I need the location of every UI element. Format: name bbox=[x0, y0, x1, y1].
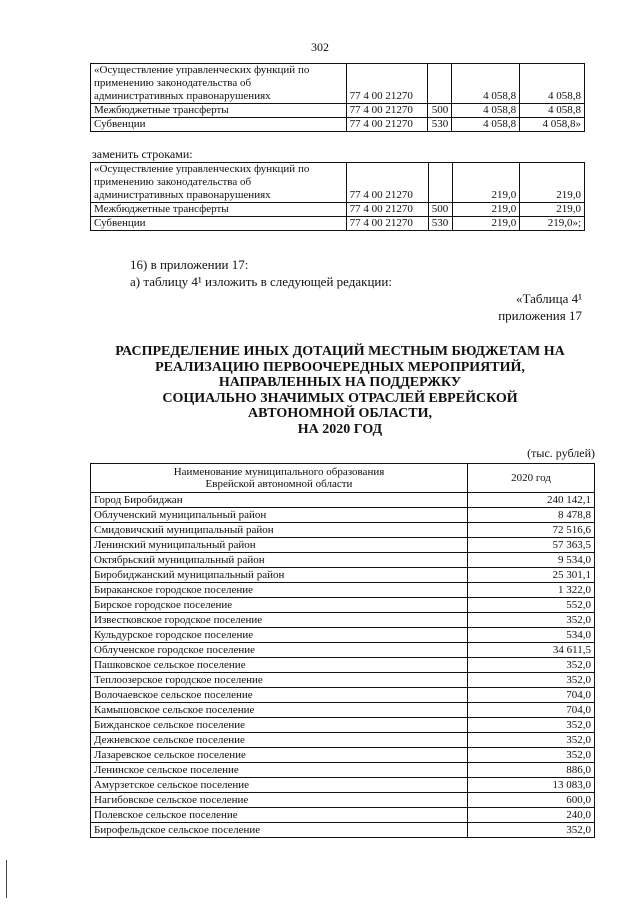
table-row bbox=[91, 628, 595, 643]
row-value: 57 363,5 bbox=[468, 538, 595, 553]
row-name: Биробиджанский муниципальный район bbox=[91, 568, 468, 583]
table-row bbox=[91, 598, 595, 613]
table-row bbox=[91, 203, 585, 217]
header-year: 2020 год bbox=[468, 464, 595, 493]
table-row bbox=[91, 688, 595, 703]
row-value: 240,0 bbox=[468, 808, 595, 823]
heading-line: НА 2020 ГОД bbox=[297, 421, 383, 437]
table-row bbox=[91, 104, 585, 118]
heading-line: РАСПРЕДЕЛЕНИЕ ИНЫХ ДОТАЦИЙ МЕСТНЫМ БЮДЖЕТАМ НА bbox=[115, 344, 565, 359]
table-row bbox=[91, 538, 595, 553]
header-name-line: Еврейской автономной области bbox=[205, 478, 353, 490]
row-name-line: «Осуществление управленческих функций по bbox=[94, 64, 310, 76]
row-value-2: 4 058,8 bbox=[520, 64, 585, 104]
appendix-reference: приложения 17 bbox=[498, 308, 582, 323]
row-value: 352,0 bbox=[468, 673, 595, 688]
row-value: 240 142,1 bbox=[468, 493, 595, 508]
table-row bbox=[91, 673, 595, 688]
table-row bbox=[91, 613, 595, 628]
row-value: 704,0 bbox=[468, 703, 595, 718]
row-value: 9 534,0 bbox=[468, 553, 595, 568]
row-value: 34 611,5 bbox=[468, 643, 595, 658]
new-rows-table bbox=[90, 162, 585, 231]
row-value-1: 4 058,8 bbox=[452, 64, 520, 104]
table-row bbox=[91, 793, 595, 808]
row-code: 77 4 00 21270 bbox=[346, 163, 428, 203]
row-value-1: 219,0 bbox=[452, 163, 520, 203]
row-name: Ленинский муниципальный район bbox=[91, 538, 468, 553]
row-value: 352,0 bbox=[468, 733, 595, 748]
row-value: 352,0 bbox=[468, 658, 595, 673]
table-row bbox=[91, 823, 595, 838]
row-name: Камышовское сельское поселение bbox=[91, 703, 468, 718]
row-value: 13 083,0 bbox=[468, 778, 595, 793]
row-value: 352,0 bbox=[468, 748, 595, 763]
row-value-1: 219,0 bbox=[452, 203, 520, 217]
row-name: Нагибовское сельское поселение bbox=[91, 793, 468, 808]
row-name: Теплоозерское городское поселение bbox=[91, 673, 468, 688]
table-row bbox=[91, 748, 595, 763]
heading-line: РЕАЛИЗАЦИЮ ПЕРВООЧЕРЕДНЫХ МЕРОПРИЯТИЙ, bbox=[155, 359, 525, 375]
row-name: Субвенции bbox=[91, 118, 347, 132]
row-name-line: административных правонарушениях bbox=[94, 189, 271, 201]
row-name: Облученское городское поселение bbox=[91, 643, 468, 658]
row-name: Пашковское сельское поселение bbox=[91, 658, 468, 673]
row-name: Кульдурское городское поселение bbox=[91, 628, 468, 643]
row-name: Смидовичский муниципальный район bbox=[91, 523, 468, 538]
row-value: 25 301,1 bbox=[468, 568, 595, 583]
distribution-table bbox=[90, 463, 595, 838]
row-name: Город Биробиджан bbox=[91, 493, 468, 508]
row-vr: 500 bbox=[428, 104, 452, 118]
table-row bbox=[91, 493, 595, 508]
row-name: Межбюджетные трансферты bbox=[91, 104, 347, 118]
row-value: 1 322,0 bbox=[468, 583, 595, 598]
row-value-2: 4 058,8» bbox=[520, 118, 585, 132]
row-name: Субвенции bbox=[91, 217, 347, 231]
heading-line: АВТОНОМНОЙ ОБЛАСТИ, bbox=[248, 406, 432, 421]
document-heading bbox=[90, 344, 590, 437]
row-value: 352,0 bbox=[468, 823, 595, 838]
row-value-2: 219,0»; bbox=[520, 217, 585, 231]
table-row bbox=[91, 583, 595, 598]
table-row bbox=[91, 163, 585, 203]
table-row bbox=[91, 718, 595, 733]
table-row bbox=[91, 733, 595, 748]
row-value-2: 219,0 bbox=[520, 203, 585, 217]
row-name: Межбюджетные трансферты bbox=[91, 203, 347, 217]
row-value: 72 516,6 bbox=[468, 523, 595, 538]
header-name bbox=[91, 464, 468, 493]
row-name-line: применению законодательства об bbox=[94, 176, 252, 188]
row-name-line: применению законодательства об bbox=[94, 77, 252, 89]
table-row bbox=[91, 217, 585, 231]
row-vr bbox=[428, 64, 452, 104]
row-name: Полевское сельское поселение bbox=[91, 808, 468, 823]
row-value-1: 4 058,8 bbox=[452, 104, 520, 118]
header-name-line: Наименование муниципального образования bbox=[173, 466, 385, 478]
row-code: 77 4 00 21270 bbox=[346, 217, 428, 231]
row-value: 534,0 bbox=[468, 628, 595, 643]
old-rows-table bbox=[90, 63, 585, 132]
row-name: Облученский муниципальный район bbox=[91, 508, 468, 523]
row-value: 8 478,8 bbox=[468, 508, 595, 523]
table-row bbox=[91, 778, 595, 793]
row-value: 352,0 bbox=[468, 613, 595, 628]
margin-mark bbox=[6, 860, 7, 898]
table-row bbox=[91, 508, 595, 523]
table-row bbox=[91, 643, 595, 658]
table-header-row bbox=[91, 464, 595, 493]
row-name: Октябрьский муниципальный район bbox=[91, 553, 468, 568]
row-value-2: 219,0 bbox=[520, 163, 585, 203]
row-vr: 500 bbox=[428, 203, 452, 217]
heading-line: НАПРАВЛЕННЫХ НА ПОДДЕРЖКУ bbox=[218, 375, 462, 390]
paragraph-a: а) таблицу 4¹ изложить в следующей редакции: bbox=[130, 274, 392, 289]
row-name bbox=[91, 64, 347, 104]
row-value: 352,0 bbox=[468, 718, 595, 733]
table-row bbox=[91, 118, 585, 132]
row-vr: 530 bbox=[428, 217, 452, 231]
row-value-1: 4 058,8 bbox=[452, 118, 520, 132]
row-name: Бираканское городское поселение bbox=[91, 583, 468, 598]
table-row bbox=[91, 808, 595, 823]
table-row bbox=[91, 658, 595, 673]
table-row bbox=[91, 553, 595, 568]
row-code: 77 4 00 21270 bbox=[346, 118, 428, 132]
replace-label: заменить строками: bbox=[92, 147, 193, 161]
row-code: 77 4 00 21270 bbox=[346, 104, 428, 118]
table-row bbox=[91, 523, 595, 538]
row-vr: 530 bbox=[428, 118, 452, 132]
heading-line: СОЦИАЛЬНО ЗНАЧИМЫХ ОТРАСЛЕЙ ЕВРЕЙСКОЙ bbox=[162, 390, 518, 406]
row-value: 552,0 bbox=[468, 598, 595, 613]
table-row bbox=[91, 763, 595, 778]
row-name: Бирское городское поселение bbox=[91, 598, 468, 613]
row-value: 600,0 bbox=[468, 793, 595, 808]
row-value: 704,0 bbox=[468, 688, 595, 703]
table-row bbox=[91, 568, 595, 583]
paragraph-16: 16) в приложении 17: bbox=[130, 257, 249, 272]
row-name: Бижданское сельское поселение bbox=[91, 718, 468, 733]
row-value: 886,0 bbox=[468, 763, 595, 778]
table-row bbox=[91, 703, 595, 718]
row-value-1: 219,0 bbox=[452, 217, 520, 231]
row-value-2: 4 058,8 bbox=[520, 104, 585, 118]
row-name: Лазаревское сельское поселение bbox=[91, 748, 468, 763]
row-name-line: административных правонарушениях bbox=[94, 90, 271, 102]
row-vr bbox=[428, 163, 452, 203]
row-name: Волочаевское сельское поселение bbox=[91, 688, 468, 703]
units-label: (тыс. рублей) bbox=[527, 446, 595, 460]
row-code: 77 4 00 21270 bbox=[346, 64, 428, 104]
table-row bbox=[91, 64, 585, 104]
row-code: 77 4 00 21270 bbox=[346, 203, 428, 217]
row-name: Известковское городское поселение bbox=[91, 613, 468, 628]
row-name bbox=[91, 163, 347, 203]
table-reference: «Таблица 4¹ bbox=[516, 291, 582, 306]
row-name: Бирофельдское сельское поселение bbox=[91, 823, 468, 838]
row-name-line: «Осуществление управленческих функций по bbox=[94, 163, 310, 175]
row-name: Ленинское сельское поселение bbox=[91, 763, 468, 778]
row-name: Амурзетское сельское поселение bbox=[91, 778, 468, 793]
row-name: Дежневское сельское поселение bbox=[91, 733, 468, 748]
page-number: 302 bbox=[311, 40, 329, 54]
